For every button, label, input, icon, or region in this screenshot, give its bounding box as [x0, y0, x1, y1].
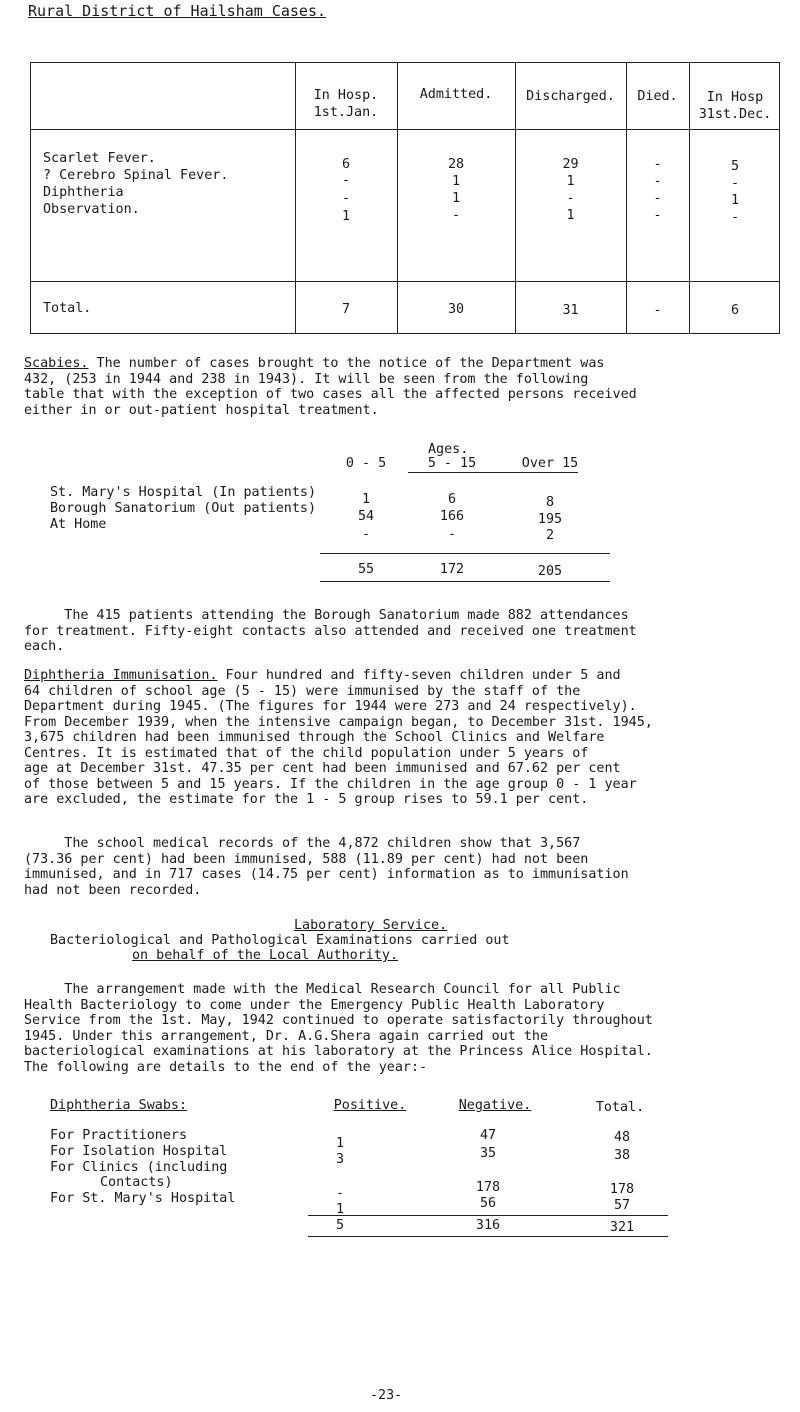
swabs-cell: -	[335, 1186, 345, 1201]
scabies-paragraph	[24, 356, 784, 418]
col-header-line: In Hosp	[706, 90, 764, 105]
diphtheria-paragraph	[24, 668, 784, 808]
swabs-rule	[308, 1236, 668, 1237]
lab-heading-text: Laboratory Service.	[294, 918, 448, 933]
swabs-rule	[308, 1215, 668, 1216]
diphtheria-text: Four hundred and fifty-seven children under 5 and 64 children of school age (5 - 15) were immunised by the staff of the Department during 1945. (The figures for 1944 were 273 and 24 respectively). From December 1939, when the intensive campaign began, to December 31st. 1945, 3,675 children had been immunised through the School Clinics and Welfare Centres. It is estimated that of the child population under 5 years of age at December 31st. 47.35 per cent had been immunised and 67.62 per cent of those between 5 and 15 years. If the children in the age group 0 - 1 year are excluded, the estimate for the 1 - 5 group rises to 59.1 per cent.	[24, 668, 653, 807]
cell: 28	[447, 157, 465, 172]
swabs-cell: 48	[613, 1130, 631, 1145]
swabs-cell: 57	[613, 1198, 631, 1213]
scabies-cell: 195	[537, 512, 563, 527]
cell: 1	[451, 174, 461, 189]
swabs-cell: 1	[335, 1136, 345, 1151]
scabies-cell: 6	[447, 492, 457, 507]
scabies-row-label: Borough Sanatorium (Out patients)	[50, 501, 317, 516]
page-number: -23-	[370, 1388, 403, 1403]
swabs-row-label: For St. Mary's Hospital	[50, 1191, 236, 1206]
swabs-col-header	[310, 1098, 430, 1113]
lab-subheading	[132, 948, 398, 963]
cell: -	[653, 157, 662, 172]
age-col-header: 0 - 5	[345, 456, 387, 471]
swabs-total: 5	[335, 1218, 345, 1233]
cell: -	[341, 173, 351, 188]
totals-rule	[320, 553, 610, 554]
row-label: Diphtheria	[43, 185, 124, 200]
scabies-row-label: St. Mary's Hospital (In patients)	[50, 485, 317, 500]
lab-paragraph: The arrangement made with the Medical Research Council for all Public Health Bacteriology to come under the Emergency Public Health Laboratory Service from the 1st. May, 1942 continued to operate satisfactorily throughout 1945. Under this arrangement, Dr. A.G.Shera again carried out the bacteriological examinations at his laboratory at the Princess Alice Hospital. The following are details to the end of the year:-	[24, 982, 653, 1075]
col-header-in-hosp-end	[689, 89, 781, 123]
cell: 1	[730, 193, 740, 208]
swabs-col-header-text: Positive.	[333, 1098, 407, 1113]
cell: -	[730, 210, 740, 225]
scabies-heading: Scabies.	[24, 356, 89, 371]
row-divider	[31, 281, 779, 282]
swabs-cell: 56	[479, 1196, 497, 1211]
cell: 1	[566, 208, 575, 223]
col-header-line: In Hosp.	[313, 88, 379, 103]
swabs-total: 316	[475, 1218, 501, 1233]
cell: 5	[730, 159, 740, 174]
swabs-cell: 35	[479, 1146, 497, 1161]
cell: -	[341, 191, 351, 206]
swabs-cell: 38	[613, 1148, 631, 1163]
scabies-cell: 8	[545, 495, 555, 510]
scabies-cell: 2	[545, 528, 555, 543]
cell: -	[653, 174, 662, 189]
cell: -	[653, 208, 662, 223]
total-cell: 31	[562, 303, 579, 318]
col-header-line: 31st.Dec.	[698, 107, 772, 122]
swabs-row-label: For Isolation Hospital	[50, 1144, 228, 1159]
row-divider	[31, 129, 779, 130]
age-col-header: 5 - 15	[427, 456, 477, 471]
cell: -	[653, 191, 662, 206]
total-cell: 6	[730, 303, 740, 318]
total-cell: 7	[341, 302, 351, 317]
age-col-header: Over 15	[521, 456, 579, 471]
swabs-cell: 3	[335, 1152, 345, 1167]
cell: 1	[451, 191, 461, 206]
swabs-col-header: Total.	[595, 1100, 645, 1115]
row-label: Observation.	[43, 202, 140, 217]
cell: 29	[562, 157, 579, 172]
swabs-row-label: For Clinics (including	[50, 1160, 228, 1175]
cell: 1	[341, 209, 351, 224]
lab-subheading: Bacteriological and Pathological Examinations carried out	[50, 933, 510, 948]
col-header-discharged: Discharged.	[526, 89, 615, 104]
swabs-col-header-text: Negative.	[458, 1098, 532, 1113]
swabs-row-label: Contacts)	[100, 1175, 173, 1190]
scabies-cell: 54	[357, 509, 375, 524]
swabs-cell: 178	[475, 1180, 501, 1195]
scabies-cell: 1	[361, 492, 371, 507]
cell: 1	[566, 174, 575, 189]
swabs-cell: 1	[335, 1202, 345, 1217]
swabs-cell: 47	[479, 1128, 497, 1143]
scabies-total: 205	[537, 564, 563, 579]
col-header-admitted: Admitted.	[419, 87, 493, 102]
total-label: Total.	[43, 301, 92, 316]
totals-rule	[320, 581, 610, 582]
cell: 6	[341, 157, 351, 172]
col-header-line: 1st.Jan.	[313, 105, 379, 120]
cell: -	[451, 208, 461, 223]
swabs-col-header	[440, 1098, 550, 1113]
total-cell: 30	[447, 302, 465, 317]
total-cell: -	[653, 303, 662, 318]
lab-subheading-text: on behalf of the Local Authority.	[132, 948, 399, 963]
col-header-died: Died.	[637, 89, 678, 104]
swabs-total: 321	[609, 1220, 635, 1235]
ages-rule	[408, 472, 578, 473]
scabies-after: The 415 patients attending the Borough Sanatorium made 882 attendances for treatment. Fifty-eight contacts also attended and received one treatment each.	[24, 608, 637, 654]
scabies-total: 172	[439, 562, 465, 577]
cell: -	[566, 191, 575, 206]
lab-heading	[294, 918, 447, 933]
school-records-paragraph: The school medical records of the 4,872 children show that 3,567 (73.36 per cent) had been immunised, 588 (11.89 per cent) had not been immunised, and in 717 cases (14.75 per cent) information as to immunisation had not been recorded.	[24, 836, 629, 898]
diphtheria-heading: Diphtheria Immunisation.	[24, 668, 218, 683]
cell: -	[730, 176, 740, 191]
page-header	[28, 2, 326, 20]
row-label: ? Cerebro Spinal Fever.	[43, 168, 229, 183]
scabies-row-label: At Home	[50, 517, 107, 532]
ages-heading: Ages.	[428, 442, 469, 457]
scabies-cell: -	[361, 527, 371, 542]
admissions-table	[30, 62, 780, 334]
swabs-heading-text: Diphtheria Swabs:	[50, 1098, 188, 1113]
scabies-cell: 166	[439, 509, 465, 524]
scabies-cell: -	[447, 527, 457, 542]
page-title: Rural District of Hailsham Cases.	[28, 2, 327, 20]
swabs-heading	[50, 1098, 187, 1113]
row-label: Scarlet Fever.	[43, 151, 156, 166]
swabs-cell: 178	[609, 1182, 635, 1197]
col-header-in-hosp	[295, 87, 397, 121]
scabies-total: 55	[357, 562, 375, 577]
swabs-row-label: For Practitioners	[50, 1128, 188, 1143]
scabies-text: The number of cases brought to the notice of the Department was 432, (253 in 1944 and 238 in 1943). It will be seen from the following table that with the exception of two cases all the affected persons received either in or out-patient hospital treatment.	[24, 356, 637, 418]
